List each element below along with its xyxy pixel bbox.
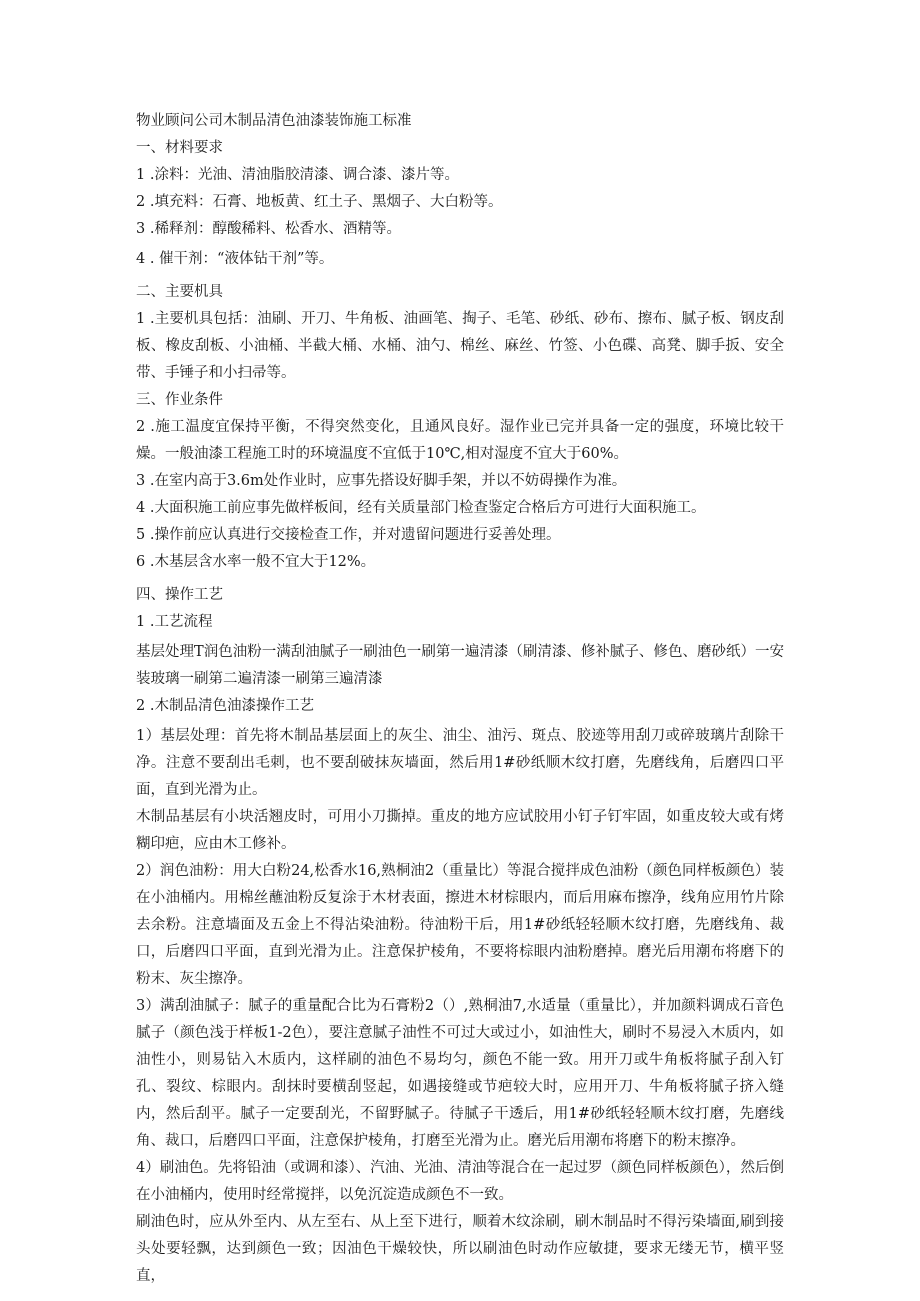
process-flow-text: 基层处理T润色油粉一满刮油腻子一刷油色一刷第一遍清漆（刷清漆、修补腻子、修色、磨砂纸）一安装玻璃一刷第二遍清漆一刷第三遍清漆 — [136, 644, 784, 687]
subheading-flow: 1 .工艺流程 — [136, 614, 213, 630]
paragraph: 4）刷油色。先将铅油（或调和漆）、汽油、光油、清油等混合在一起过罗（颜色同样板颜色），然后倒在小油桶内，使用时经常搅拌，以免沉淀造成颜色不一致。 — [136, 1160, 784, 1203]
section-heading-process: 四、操作工艺 — [136, 587, 223, 603]
list-item: 3 .在室内高于3.6m处作业时，应事先搭设好脚手架，并以不妨碍操作为准。 — [136, 473, 627, 489]
paragraph: 2）润色油粉：用大白粉24,松香水16,熟桐油2（重量比）等混合搅拌成色油粉（颜色同样板颜色）装在小油桶内。用棉丝蘸油粉反复涂于木材表面，擦进木材棕眼内，而后用麻布擦净，线角应用竹片除去余粉。注意墙面及五金上不得沾染油粉。待油粉干后，用1#砂纸轻轻顺木纹打磨，先磨线角、裁口，后磨四口平面，直到光滑为止。注意保护棱角，不要将棕眼内油粉磨掉。磨光后用潮布将磨下的粉末、灰尘擦净。 — [136, 863, 784, 987]
paragraph: 木制品基层有小块活翘皮时，可用小刀撕掉。重皮的地方应试胶用小钉子钉牢固，如重皮较大或有烤糊印疤，应由木工修补。 — [136, 809, 784, 852]
document-page — [136, 108, 784, 1290]
section-heading-materials: 一、材料要求 — [136, 140, 223, 156]
list-item: 2 .填充料：石膏、地板黄、红土子、黑烟子、大白粉等。 — [136, 194, 503, 210]
list-item: 1 .涂料：光油、清油脂胶清漆、调合漆、漆片等。 — [136, 167, 459, 183]
document-title: 物业顾问公司木制品清色油漆装饰施工标准 — [136, 113, 412, 129]
list-item: 5 .操作前应认真进行交接检查工作，并对遗留问题进行妥善处理。 — [136, 527, 561, 543]
list-item: 6 .木基层含水率一般不宜大于12%。 — [136, 554, 376, 570]
paragraph: 3）满刮油腻子：腻子的重量配合比为石膏粉2（）,熟桐油7,水适量（重量比），并加颜料调成石音色腻子（颜色浅于样板1-2色），要注意腻子油性不可过大或过小，如油性大，刷时不易浸入木质内，如油性小，则易钻入木质内，这样刷的油色不易均匀，颜色不能一致。用开刀或牛角板将腻子刮入钉孔、裂纹、棕眼内。刮抹时要横刮竖起，如遇接缝或节疤较大时，应用开刀、牛角板将腻子挤入缝内，然后刮平。腻子一定要刮光，不留野腻子。待腻子干透后，用1#砂纸轻轻顺木纹打磨，先磨线角、裁口，后磨四口平面，注意保护棱角，打磨至光滑为止。磨光后用潮布将磨下的粉末擦净。 — [136, 998, 784, 1149]
paragraph: 1）基层处理：首先将木制品基层面上的灰尘、油尘、油污、斑点、胶迹等用刮刀或碎玻璃片刮除干净。注意不要刮出毛刺，也不要刮破抹灰墙面，然后用1#砂纸顺木纹打磨，先磨线角，后磨四口平面，直到光滑为止。 — [136, 728, 784, 798]
list-item: 2 .施工温度宜保持平衡，不得突然变化，且通风良好。湿作业已完并具备一定的强度，环境比较干燥。一般油漆工程施工时的环境温度不宜低于10℃,相对湿度不宜大于60%。 — [136, 419, 784, 462]
subheading-operations: 2 .木制品清色油漆操作工艺 — [136, 698, 314, 714]
list-item: 1 .主要机具包括：油刷、开刀、牛角板、油画笔、掏子、毛笔、砂纸、砂布、擦布、腻子板、钢皮刮板、橡皮刮板、小油桶、半截大桶、水桶、油勺、棉丝、麻丝、竹签、小色碟、高凳、脚手扳、安全带、手锤子和小扫帚等。 — [136, 311, 784, 381]
list-item: 4 . 催干剂：“液体钻干剂”等。 — [136, 251, 334, 267]
section-heading-tools: 二、主要机具 — [136, 284, 223, 300]
list-item: 4 .大面积施工前应事先做样板间，经有关质量部门检查鉴定合格后方可进行大面积施工。 — [136, 500, 706, 516]
section-heading-conditions: 三、作业条件 — [136, 392, 223, 408]
paragraph: 刷油色时，应从外至内、从左至右、从上至下进行，顺着木纹涂刷，刷木制品时不得污染墙面,刷到接头处要轻飘，达到颜色一致；因油色干燥较快，所以刷油色时动作应敏捷，要求无缕无节，横平竖直， — [136, 1214, 784, 1284]
list-item: 3 .稀释剂：醇酸稀料、松香水、酒精等。 — [136, 221, 401, 237]
